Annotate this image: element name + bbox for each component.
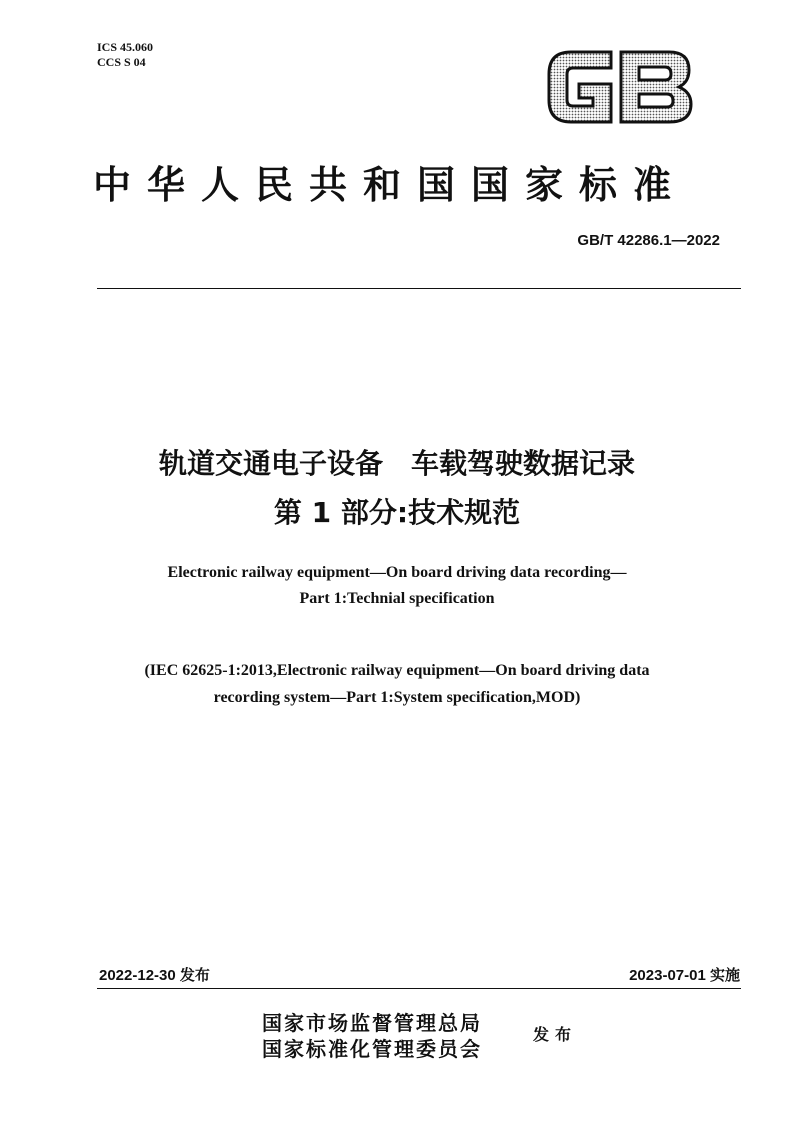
ccs-code: CCS S 04 xyxy=(97,55,146,69)
publish-date: 2022-12-30 发布 xyxy=(99,967,210,984)
implement-date: 2023-07-01 实施 xyxy=(629,967,740,984)
national-standard-heading: 中华人民共和国国家标准 xyxy=(93,162,688,207)
title-en-line2: Part 1:Technial specification xyxy=(299,590,495,607)
issuer-samr: 国家市场监督管理总局 xyxy=(262,1011,482,1035)
footer-rule xyxy=(97,988,741,989)
title-en-line1: Electronic railway equipment—On board driving data recording— xyxy=(167,564,627,581)
release-label: 发布 xyxy=(533,1025,578,1044)
reference-line1: (IEC 62625-1:2013,Electronic railway equipment—On board driving data xyxy=(144,662,650,679)
header-rule xyxy=(97,288,741,289)
reference-line2: recording system—Part 1:System specification,MOD) xyxy=(213,689,581,706)
classification-codes xyxy=(97,40,153,70)
gb-logo-icon xyxy=(541,44,696,130)
issuing-authorities xyxy=(262,1010,482,1062)
ics-code: ICS 45.060 xyxy=(97,40,154,54)
issuer-sac: 国家标准化管理委员会 xyxy=(262,1037,482,1061)
title-cn-line1: 轨道交通电子设备 车载驾驶数据记录 xyxy=(158,447,635,480)
title-cn-line2: 第 1 部分:技术规范 xyxy=(273,496,521,529)
standard-number: GB/T 42286.1—2022 xyxy=(577,232,720,249)
